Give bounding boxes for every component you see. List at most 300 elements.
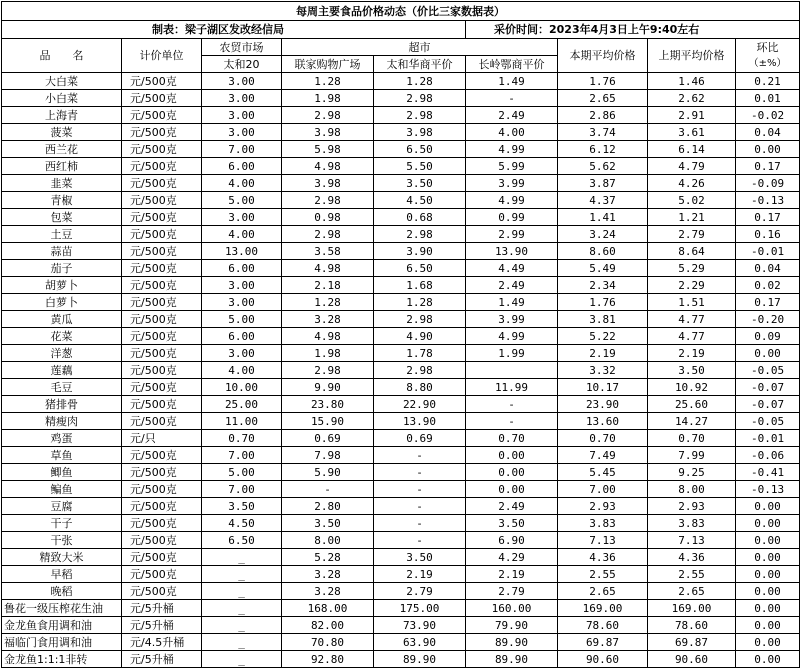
item-unit: 元/500克 xyxy=(122,260,202,277)
price-changling-eshang: 0.70 xyxy=(466,430,558,447)
price-market: 3.00 xyxy=(202,294,282,311)
item-name: 黄瓜 xyxy=(2,311,122,328)
price-market: _ xyxy=(202,634,282,651)
item-name: 白萝卜 xyxy=(2,294,122,311)
price-taihe-huashang: 5.50 xyxy=(374,158,466,175)
price-changling-eshang: 79.90 xyxy=(466,617,558,634)
change-value: 0.00 xyxy=(736,141,800,158)
price-market: 3.00 xyxy=(202,73,282,90)
item-name: 茄子 xyxy=(2,260,122,277)
price-taihe-huashang: 1.28 xyxy=(374,294,466,311)
avg-prev: 3.61 xyxy=(648,124,736,141)
table-row xyxy=(2,583,800,600)
price-taihe-huashang: 89.90 xyxy=(374,651,466,668)
price-lianjia: 2.80 xyxy=(282,498,374,515)
change-value: 0.00 xyxy=(736,634,800,651)
item-name: 鳊鱼 xyxy=(2,481,122,498)
price-changling-eshang: 1.49 xyxy=(466,294,558,311)
avg-prev: 0.70 xyxy=(648,430,736,447)
change-value: -0.05 xyxy=(736,413,800,430)
table-row xyxy=(2,447,800,464)
price-lianjia: 8.00 xyxy=(282,532,374,549)
avg-now: 2.34 xyxy=(558,277,648,294)
header-taihe-huashang: 太和华商平价 xyxy=(374,56,466,73)
price-lianjia: 0.69 xyxy=(282,430,374,447)
change-value: -0.02 xyxy=(736,107,800,124)
item-name: 鲫鱼 xyxy=(2,464,122,481)
header-change xyxy=(736,39,800,73)
change-value: 0.02 xyxy=(736,277,800,294)
avg-now: 1.76 xyxy=(558,73,648,90)
table-row xyxy=(2,107,800,124)
avg-prev: 9.25 xyxy=(648,464,736,481)
avg-prev: 7.13 xyxy=(648,532,736,549)
table-row xyxy=(2,413,800,430)
item-name: 干张 xyxy=(2,532,122,549)
table-row xyxy=(2,532,800,549)
table-row xyxy=(2,651,800,668)
price-taihe-huashang: 63.90 xyxy=(374,634,466,651)
price-changling-eshang: 0.99 xyxy=(466,209,558,226)
price-taihe-huashang: 3.90 xyxy=(374,243,466,260)
price-taihe-huashang: - xyxy=(374,515,466,532)
table-row xyxy=(2,243,800,260)
price-market: 5.00 xyxy=(202,192,282,209)
table-row xyxy=(2,600,800,617)
item-unit: 元/500克 xyxy=(122,158,202,175)
price-changling-eshang: 4.99 xyxy=(466,328,558,345)
avg-now: 2.65 xyxy=(558,90,648,107)
avg-now: 2.19 xyxy=(558,345,648,362)
price-taihe-huashang: 2.19 xyxy=(374,566,466,583)
price-lianjia: 168.00 xyxy=(282,600,374,617)
price-changling-eshang: - xyxy=(466,90,558,107)
price-market: 4.50 xyxy=(202,515,282,532)
change-value: -0.01 xyxy=(736,430,800,447)
price-market: 5.00 xyxy=(202,464,282,481)
price-changling-eshang: 4.49 xyxy=(466,260,558,277)
price-taihe-huashang: 0.69 xyxy=(374,430,466,447)
price-taihe-huashang: 2.98 xyxy=(374,362,466,379)
price-changling-eshang: 2.49 xyxy=(466,498,558,515)
avg-prev: 8.64 xyxy=(648,243,736,260)
price-changling-eshang: 2.19 xyxy=(466,566,558,583)
item-unit: 元/4.5升桶 xyxy=(122,634,202,651)
price-changling-eshang: 2.79 xyxy=(466,583,558,600)
change-value: -0.09 xyxy=(736,175,800,192)
avg-prev: 1.21 xyxy=(648,209,736,226)
table-row xyxy=(2,379,800,396)
item-name: 西红柿 xyxy=(2,158,122,175)
avg-prev: 4.79 xyxy=(648,158,736,175)
item-unit: 元/500克 xyxy=(122,209,202,226)
table-row xyxy=(2,617,800,634)
item-name: 胡萝卜 xyxy=(2,277,122,294)
price-lianjia: 3.28 xyxy=(282,583,374,600)
price-market: 11.00 xyxy=(202,413,282,430)
price-market: 7.00 xyxy=(202,447,282,464)
price-changling-eshang: 89.90 xyxy=(466,634,558,651)
avg-prev: 2.29 xyxy=(648,277,736,294)
price-market: _ xyxy=(202,600,282,617)
price-lianjia: 5.90 xyxy=(282,464,374,481)
price-taihe-huashang: 2.98 xyxy=(374,311,466,328)
avg-now: 6.12 xyxy=(558,141,648,158)
change-value: 0.21 xyxy=(736,73,800,90)
avg-now: 1.41 xyxy=(558,209,648,226)
price-table xyxy=(1,1,800,668)
table-row xyxy=(2,294,800,311)
avg-now: 2.65 xyxy=(558,583,648,600)
price-market: 5.00 xyxy=(202,311,282,328)
price-changling-eshang: 3.99 xyxy=(466,175,558,192)
price-market: 3.00 xyxy=(202,277,282,294)
item-name: 菠菜 xyxy=(2,124,122,141)
price-changling-eshang: 13.90 xyxy=(466,243,558,260)
price-taihe-huashang: 6.50 xyxy=(374,260,466,277)
price-taihe-huashang: 2.79 xyxy=(374,583,466,600)
table-row xyxy=(2,192,800,209)
header-lianjia: 联家购物广场 xyxy=(282,56,374,73)
item-name: 草鱼 xyxy=(2,447,122,464)
price-taihe-huashang: 3.50 xyxy=(374,175,466,192)
price-lianjia: 2.98 xyxy=(282,192,374,209)
avg-prev: 10.92 xyxy=(648,379,736,396)
change-value: -0.07 xyxy=(736,379,800,396)
item-unit: 元/500克 xyxy=(122,226,202,243)
avg-prev: 2.91 xyxy=(648,107,736,124)
price-market: 3.00 xyxy=(202,107,282,124)
table-row xyxy=(2,311,800,328)
header-market-taihe: 太和20 xyxy=(202,56,282,73)
price-lianjia: 1.98 xyxy=(282,90,374,107)
item-unit: 元/只 xyxy=(122,430,202,447)
price-lianjia: 4.98 xyxy=(282,328,374,345)
price-changling-eshang: 2.49 xyxy=(466,277,558,294)
price-market: 0.70 xyxy=(202,430,282,447)
table-row xyxy=(2,328,800,345)
item-unit: 元/500克 xyxy=(122,464,202,481)
price-market: 4.00 xyxy=(202,362,282,379)
change-value: 0.00 xyxy=(736,549,800,566)
change-value: -0.13 xyxy=(736,481,800,498)
header-avg-now: 本期平均价格 xyxy=(558,39,648,73)
price-lianjia: - xyxy=(282,481,374,498)
item-unit: 元/5升桶 xyxy=(122,617,202,634)
header-avg-prev: 上期平均价格 xyxy=(648,39,736,73)
avg-prev: 3.50 xyxy=(648,362,736,379)
avg-now: 8.60 xyxy=(558,243,648,260)
avg-prev: 90.60 xyxy=(648,651,736,668)
avg-prev: 2.79 xyxy=(648,226,736,243)
item-unit: 元/500克 xyxy=(122,345,202,362)
change-value: 0.00 xyxy=(736,566,800,583)
price-lianjia: 82.00 xyxy=(282,617,374,634)
price-lianjia: 2.98 xyxy=(282,362,374,379)
price-lianjia: 3.50 xyxy=(282,515,374,532)
change-value: 0.04 xyxy=(736,124,800,141)
change-value: 0.00 xyxy=(736,498,800,515)
change-value: 0.01 xyxy=(736,90,800,107)
price-lianjia: 1.98 xyxy=(282,345,374,362)
item-unit: 元/500克 xyxy=(122,277,202,294)
item-name: 洋葱 xyxy=(2,345,122,362)
change-value: 0.17 xyxy=(736,209,800,226)
table-row xyxy=(2,362,800,379)
price-lianjia: 70.80 xyxy=(282,634,374,651)
item-name: 小白菜 xyxy=(2,90,122,107)
price-changling-eshang xyxy=(466,362,558,379)
item-name: 莲藕 xyxy=(2,362,122,379)
change-value: 0.00 xyxy=(736,345,800,362)
avg-now: 1.76 xyxy=(558,294,648,311)
avg-now: 2.86 xyxy=(558,107,648,124)
item-unit: 元/500克 xyxy=(122,243,202,260)
change-value: -0.13 xyxy=(736,192,800,209)
avg-prev: 2.62 xyxy=(648,90,736,107)
item-unit: 元/500克 xyxy=(122,311,202,328)
price-changling-eshang: 2.99 xyxy=(466,226,558,243)
price-market: _ xyxy=(202,583,282,600)
price-market: 6.00 xyxy=(202,328,282,345)
change-value: 0.00 xyxy=(736,515,800,532)
avg-prev: 8.00 xyxy=(648,481,736,498)
table-row xyxy=(2,158,800,175)
price-lianjia: 1.28 xyxy=(282,294,374,311)
table-row xyxy=(2,124,800,141)
price-lianjia: 5.28 xyxy=(282,549,374,566)
price-lianjia: 0.98 xyxy=(282,209,374,226)
avg-now: 3.87 xyxy=(558,175,648,192)
item-name: 福临门食用调和油 xyxy=(2,634,122,651)
header-change-unit: （±%） xyxy=(748,58,787,69)
price-lianjia: 9.90 xyxy=(282,379,374,396)
item-unit: 元/5升桶 xyxy=(122,600,202,617)
item-unit: 元/500克 xyxy=(122,413,202,430)
price-market: 13.00 xyxy=(202,243,282,260)
price-market: 7.00 xyxy=(202,481,282,498)
item-unit: 元/500克 xyxy=(122,396,202,413)
item-name: 精致大米 xyxy=(2,549,122,566)
price-taihe-huashang: 0.68 xyxy=(374,209,466,226)
avg-now: 2.55 xyxy=(558,566,648,583)
price-changling-eshang: 5.99 xyxy=(466,158,558,175)
avg-prev: 7.99 xyxy=(648,447,736,464)
item-name: 土豆 xyxy=(2,226,122,243)
item-unit: 元/500克 xyxy=(122,192,202,209)
table-row xyxy=(2,566,800,583)
price-lianjia: 5.98 xyxy=(282,141,374,158)
price-market: 3.50 xyxy=(202,498,282,515)
table-row xyxy=(2,345,800,362)
price-lianjia: 7.98 xyxy=(282,447,374,464)
price-taihe-huashang: 4.90 xyxy=(374,328,466,345)
change-value: -0.07 xyxy=(736,396,800,413)
item-name: 金龙鱼1:1:1非转 xyxy=(2,651,122,668)
item-unit: 元/500克 xyxy=(122,549,202,566)
avg-prev: 6.14 xyxy=(648,141,736,158)
avg-prev: 5.02 xyxy=(648,192,736,209)
table-row xyxy=(2,498,800,515)
price-market: 25.00 xyxy=(202,396,282,413)
item-unit: 元/500克 xyxy=(122,362,202,379)
item-name: 韭菜 xyxy=(2,175,122,192)
price-changling-eshang: 0.00 xyxy=(466,447,558,464)
change-value: 0.00 xyxy=(736,600,800,617)
collection-time: 采价时间：2023年4月3日上午9:40左右 xyxy=(466,21,800,39)
header-changling-eshang: 长岭鄂商平价 xyxy=(466,56,558,73)
change-value: -0.20 xyxy=(736,311,800,328)
price-changling-eshang: 0.00 xyxy=(466,464,558,481)
change-value: -0.06 xyxy=(736,447,800,464)
price-taihe-huashang: 1.68 xyxy=(374,277,466,294)
item-name: 花菜 xyxy=(2,328,122,345)
header-name: 品 名 xyxy=(2,39,122,73)
price-taihe-huashang: 3.98 xyxy=(374,124,466,141)
price-changling-eshang: 11.99 xyxy=(466,379,558,396)
avg-prev: 69.87 xyxy=(648,634,736,651)
item-name: 金龙鱼食用调和油 xyxy=(2,617,122,634)
table-row xyxy=(2,430,800,447)
avg-now: 7.49 xyxy=(558,447,648,464)
price-changling-eshang: 3.50 xyxy=(466,515,558,532)
table-row xyxy=(2,481,800,498)
item-unit: 元/500克 xyxy=(122,498,202,515)
avg-now: 5.45 xyxy=(558,464,648,481)
avg-now: 69.87 xyxy=(558,634,648,651)
price-market: 6.00 xyxy=(202,158,282,175)
price-taihe-huashang: - xyxy=(374,481,466,498)
avg-now: 169.00 xyxy=(558,600,648,617)
price-taihe-huashang: - xyxy=(374,447,466,464)
item-name: 晚稻 xyxy=(2,583,122,600)
price-market: 3.00 xyxy=(202,209,282,226)
avg-now: 3.24 xyxy=(558,226,648,243)
price-market: 3.00 xyxy=(202,124,282,141)
avg-prev: 1.46 xyxy=(648,73,736,90)
item-unit: 元/500克 xyxy=(122,294,202,311)
avg-now: 3.83 xyxy=(558,515,648,532)
change-value: 0.00 xyxy=(736,532,800,549)
avg-now: 13.60 xyxy=(558,413,648,430)
avg-now: 5.49 xyxy=(558,260,648,277)
item-name: 豆腐 xyxy=(2,498,122,515)
item-name: 鲁花一级压榨花生油 xyxy=(2,600,122,617)
price-market: 3.00 xyxy=(202,345,282,362)
item-unit: 元/500克 xyxy=(122,566,202,583)
header-change-label: 环比 xyxy=(756,41,779,54)
item-name: 蒜苗 xyxy=(2,243,122,260)
table-row xyxy=(2,515,800,532)
price-changling-eshang: - xyxy=(466,413,558,430)
table-row xyxy=(2,634,800,651)
price-changling-eshang: 1.99 xyxy=(466,345,558,362)
table-row xyxy=(2,396,800,413)
avg-now: 4.37 xyxy=(558,192,648,209)
avg-prev: 2.65 xyxy=(648,583,736,600)
avg-prev: 4.36 xyxy=(648,549,736,566)
price-changling-eshang: 4.29 xyxy=(466,549,558,566)
item-unit: 元/500克 xyxy=(122,175,202,192)
item-name: 毛豆 xyxy=(2,379,122,396)
avg-prev: 78.60 xyxy=(648,617,736,634)
item-unit: 元/500克 xyxy=(122,90,202,107)
item-name: 大白菜 xyxy=(2,73,122,90)
item-name: 西兰花 xyxy=(2,141,122,158)
avg-prev: 169.00 xyxy=(648,600,736,617)
price-lianjia: 3.58 xyxy=(282,243,374,260)
price-market: _ xyxy=(202,549,282,566)
table-row xyxy=(2,277,800,294)
price-market: 6.00 xyxy=(202,260,282,277)
price-taihe-huashang: 8.80 xyxy=(374,379,466,396)
price-market: 7.00 xyxy=(202,141,282,158)
price-taihe-huashang: 13.90 xyxy=(374,413,466,430)
table-row xyxy=(2,73,800,90)
price-taihe-huashang: 1.28 xyxy=(374,73,466,90)
avg-now: 5.62 xyxy=(558,158,648,175)
avg-prev: 4.77 xyxy=(648,311,736,328)
change-value: -0.41 xyxy=(736,464,800,481)
price-taihe-huashang: 73.90 xyxy=(374,617,466,634)
avg-now: 3.81 xyxy=(558,311,648,328)
avg-now: 5.22 xyxy=(558,328,648,345)
item-unit: 元/500克 xyxy=(122,73,202,90)
price-market: 3.00 xyxy=(202,90,282,107)
avg-now: 3.74 xyxy=(558,124,648,141)
price-market: 4.00 xyxy=(202,175,282,192)
item-name: 干子 xyxy=(2,515,122,532)
price-market: _ xyxy=(202,651,282,668)
item-name: 早稻 xyxy=(2,566,122,583)
price-changling-eshang: 6.90 xyxy=(466,532,558,549)
price-taihe-huashang: 22.90 xyxy=(374,396,466,413)
price-changling-eshang: 160.00 xyxy=(466,600,558,617)
price-lianjia: 1.28 xyxy=(282,73,374,90)
price-market: _ xyxy=(202,566,282,583)
price-lianjia: 3.28 xyxy=(282,566,374,583)
item-unit: 元/500克 xyxy=(122,107,202,124)
price-lianjia: 4.98 xyxy=(282,158,374,175)
header-market-group: 农贸市场 xyxy=(202,39,282,56)
change-value: 0.16 xyxy=(736,226,800,243)
price-taihe-huashang: 4.50 xyxy=(374,192,466,209)
price-market: 6.50 xyxy=(202,532,282,549)
table-body xyxy=(2,73,800,668)
price-lianjia: 2.18 xyxy=(282,277,374,294)
change-value: 0.09 xyxy=(736,328,800,345)
price-market: _ xyxy=(202,617,282,634)
table-row xyxy=(2,141,800,158)
price-changling-eshang: 0.00 xyxy=(466,481,558,498)
avg-prev: 1.51 xyxy=(648,294,736,311)
price-market: 4.00 xyxy=(202,226,282,243)
avg-now: 2.93 xyxy=(558,498,648,515)
price-lianjia: 92.80 xyxy=(282,651,374,668)
price-taihe-huashang: - xyxy=(374,464,466,481)
avg-prev: 4.26 xyxy=(648,175,736,192)
item-name: 青椒 xyxy=(2,192,122,209)
avg-prev: 2.55 xyxy=(648,566,736,583)
item-name: 鸡蛋 xyxy=(2,430,122,447)
price-lianjia: 2.98 xyxy=(282,226,374,243)
header-unit: 计价单位 xyxy=(122,39,202,73)
price-taihe-huashang: 2.98 xyxy=(374,226,466,243)
price-changling-eshang: 3.99 xyxy=(466,311,558,328)
price-changling-eshang: 4.99 xyxy=(466,141,558,158)
avg-prev: 2.93 xyxy=(648,498,736,515)
change-value: -0.01 xyxy=(736,243,800,260)
